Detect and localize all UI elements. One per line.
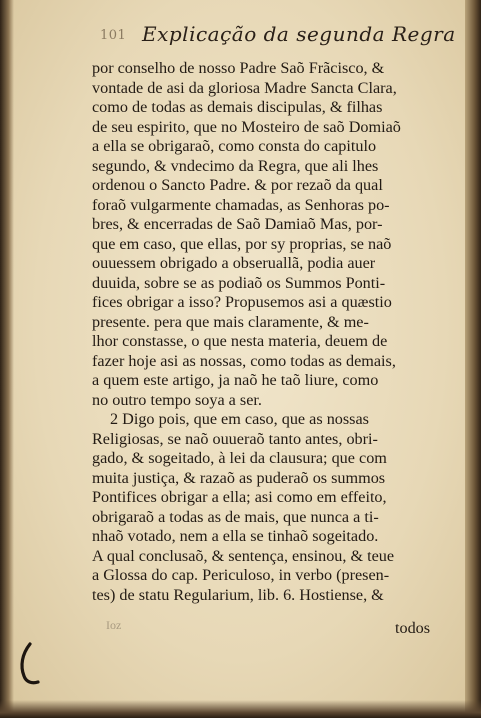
running-header — [100, 22, 456, 52]
page-left-edge — [0, 0, 14, 718]
folio-number: 101 — [100, 28, 127, 43]
text-line: a ella se obrigaraõ, como consta do capitulo — [92, 137, 377, 155]
text-line: como de todas as demais discipulas, & filhas — [92, 98, 383, 116]
text-line: de seu espirito, que no Mosteiro de saõ Domiaõ — [92, 117, 401, 136]
text-line: fazer hoje asi as nossas, como todas as demais, — [92, 351, 396, 370]
catchword: todos — [395, 619, 431, 637]
text-line: muita justiça, & razaõ as puderaõ os summos — [92, 468, 386, 487]
text-line: fices obrigar a isso? Propusemos asi a quæstio — [92, 293, 392, 311]
text-line: segundo, & vndecimo da Regra, que ali lhes — [92, 156, 379, 175]
text-line: ordenou o Sancto Padre. & por rezaõ da qual — [92, 176, 383, 194]
body-text — [92, 59, 444, 605]
text-line: no outro tempo soya a ser. — [92, 390, 262, 409]
text-line: duuida, sobre se as podiaõ os Summos Ponti- — [92, 273, 386, 292]
text-line: gado, & sogeitado, à lei da clausura; que com — [92, 449, 387, 467]
page-bottom-edge — [0, 700, 481, 718]
text-line: bres, & encerradas de Saõ Damiaõ Mas, por- — [92, 215, 383, 233]
text-line: por conselho de nosso Padre Saõ Frãcisco, & — [92, 59, 385, 77]
text-line: a Glossa do cap. Periculoso, in verbo (presen- — [92, 566, 390, 584]
text-line: nhaõ votado, nem a ella se tinhaõ sogeitado. — [92, 527, 379, 545]
ink-mark-icon — [12, 640, 42, 690]
text-line: obrigaraõ a todas as de mais, que nunca a ti- — [92, 507, 379, 526]
text-line: Religiosas, se naõ ouueraõ tanto antes, obri- — [92, 429, 378, 448]
text-line: presente. pera que mais claramente, & me- — [92, 312, 369, 331]
text-line: que em caso, que ellas, por sy proprias, se naõ — [92, 234, 392, 253]
text-line: Pontifices obrigar a ella; asi como em effeito, — [92, 488, 387, 506]
text-line: tes) de statu Regularium, lib. 6. Hostiense, & — [92, 585, 384, 604]
page-right-edge — [465, 0, 481, 718]
text-line: A qual conclusaõ, & sentença, ensinou, & teue — [92, 546, 395, 565]
text-line: foraõ vulgarmente chamadas, as Senhoras po- — [92, 195, 390, 214]
text-line: a quem este artigo, ja naõ he taõ liure, como — [92, 371, 379, 389]
text-line: vontade de asi da gloriosa Madre Sancta Clara, — [92, 78, 397, 97]
signature-mark: Ioz — [106, 618, 122, 632]
paragraph-start-line: 2 Digo pois, que em caso, que as nossas — [110, 410, 369, 428]
text-line: lhor constasse, o que nesta materia, deuem de — [92, 332, 388, 350]
text-line: ouuessem obrigado a obseruallã, podia auer — [92, 254, 376, 272]
running-title: Explicação da segunda Regra — [142, 22, 456, 46]
